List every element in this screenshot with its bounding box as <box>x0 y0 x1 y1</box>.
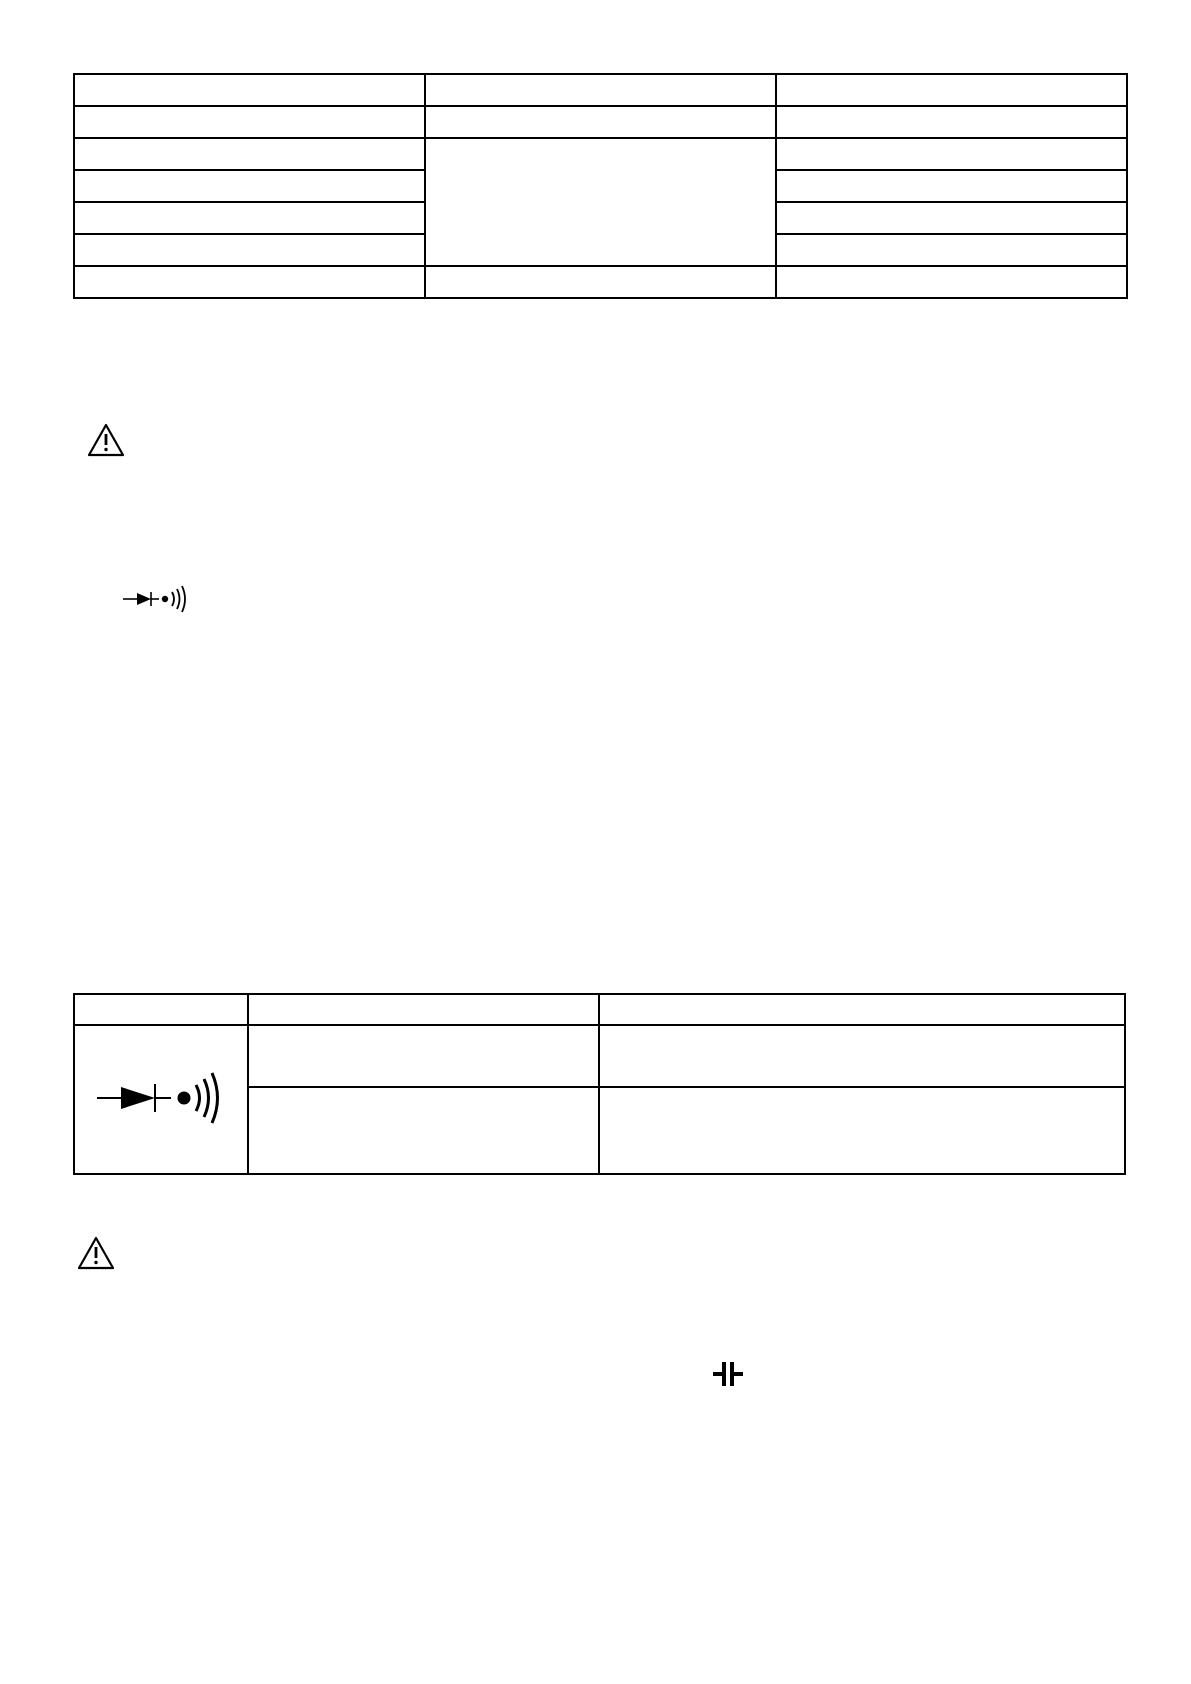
table-cell <box>599 1025 1125 1087</box>
table-header-cell <box>599 994 1125 1025</box>
table-cell <box>425 106 776 138</box>
table-cell <box>74 170 425 202</box>
table-row <box>74 266 1127 298</box>
table-row <box>74 74 1127 106</box>
capacitor-icon <box>712 1360 744 1388</box>
range-table <box>73 73 1128 299</box>
diode-continuity-icon <box>95 1067 227 1129</box>
table-cell <box>74 202 425 234</box>
table-cell <box>776 234 1127 266</box>
diode-continuity-icon <box>121 583 197 615</box>
table-cell <box>74 74 425 106</box>
table-cell <box>776 202 1127 234</box>
table-header-row <box>74 994 1125 1025</box>
table-row <box>74 106 1127 138</box>
table-cell <box>425 74 776 106</box>
table-header-cell <box>248 994 599 1025</box>
diode-continuity-table <box>73 993 1126 1175</box>
table-cell <box>248 1025 599 1087</box>
table-cell <box>74 138 425 170</box>
table-cell <box>776 138 1127 170</box>
warning-triangle-icon <box>76 1235 116 1271</box>
table-row <box>74 1025 1125 1087</box>
table-cell <box>776 106 1127 138</box>
warning-triangle-icon <box>86 422 126 458</box>
table-cell-merged <box>425 138 776 266</box>
table-cell <box>776 170 1127 202</box>
table-cell <box>776 74 1127 106</box>
table-cell <box>74 234 425 266</box>
table-cell <box>776 266 1127 298</box>
table-cell <box>74 106 425 138</box>
table-header-cell <box>74 994 248 1025</box>
table-cell <box>248 1087 599 1174</box>
table-cell <box>425 266 776 298</box>
table-cell <box>74 266 425 298</box>
table-row <box>74 138 1127 170</box>
table-cell <box>599 1087 1125 1174</box>
function-symbol-cell <box>74 1025 248 1174</box>
